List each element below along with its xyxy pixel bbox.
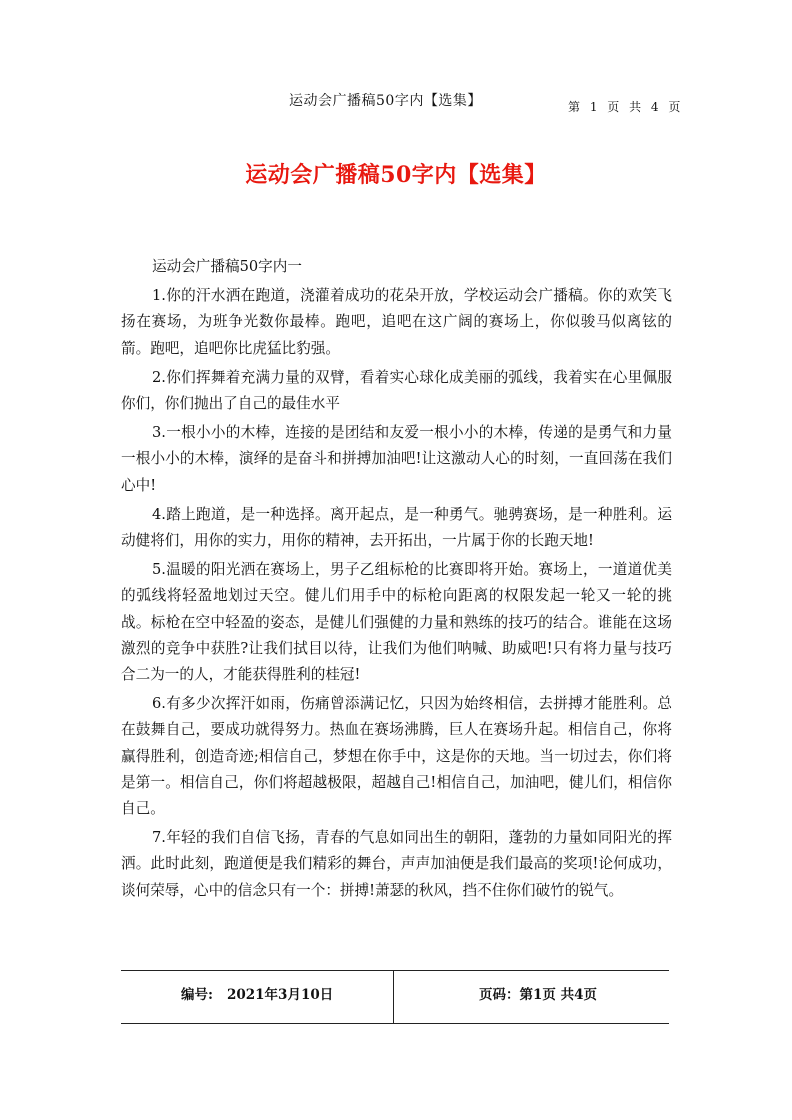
paragraph-3: 3.一根小小的木棒，连接的是团结和友爱一根小小的木棒，传递的是勇气和力量一根小小的木棒，演绎的是奋斗和拼搏加油吧!让这激动人心的时刻，一直回荡在我们心中!: [121, 424, 672, 494]
paragraph-7: 7.年轻的我们自信飞扬，青春的气息如同出生的朝阳，蓬勃的力量如同阳光的挥洒。此时此刻，跑道便是我们精彩的舞台，声声加油便是我们最高的奖项!论何成功，谈何荣辱，心中的信念只有一个：拼搏!萧瑟的秋风，挡不住你们破竹的锐气。: [121, 829, 672, 899]
footer-page-info: 页码：第1页 共4页: [479, 987, 597, 1003]
footer-number-label: 编号:: [181, 987, 213, 1003]
paragraph-6: 6.有多少次挥汗如雨，伤痛曾添满记忆，只因为始终相信，去拼搏才能胜利。总在鼓舞自己，要成功就得努力。热血在赛场沸腾，巨人在赛场升起。相信自己，你将赢得胜利，创造奇迹;相信自己，梦想在你手中，这是你的天地。当一切过去，你们将是第一。相信自己，你们将超越极限，超越自己!相信自己，加油吧，健儿们，相信你自己。: [121, 695, 672, 818]
paragraph-5: 5.温暖的阳光洒在赛场上，男子乙组标枪的比赛即将开始。赛场上，一道道优美的弧线将轻盈地划过天空。健儿们用手中的标枪向距离的权限发起一轮又一轮的挑战。标枪在空中轻盈的姿态，是健儿们强健的力量和熟练的技巧的结合。谁能在这场激烈的竞争中获胜?让我们拭目以待，让我们为他们呐喊、助威吧!只有将力量与技巧合二为一的人，才能获得胜利的桂冠!: [121, 561, 672, 684]
document-title: 运动会广播稿50字内【选集】: [245, 162, 547, 188]
header-page-counter: 第 1 页 共 4 页: [568, 100, 682, 114]
footer-number-cell: [181, 983, 333, 1003]
paragraph-1: 1.你的汗水洒在跑道，浇灌着成功的花朵开放，学校运动会广播稿。你的欢笑飞扬在赛场，为班争光数你最棒。跑吧，追吧在这广阔的赛场上，你似骏马似离铉的箭。跑吧，追吧你比虎猛比豹强。: [121, 287, 672, 357]
paragraph-4: 4.踏上跑道，是一种选择。离开起点，是一种勇气。驰骋赛场，是一种胜利。运动健将们，用你的实力，用你的精神，去开拓出，一片属于你的长跑天地!: [121, 505, 672, 550]
footer-date: 2021年3月10日: [226, 987, 334, 1003]
footer-bottom-rule: [121, 1023, 669, 1024]
document-body: [121, 254, 672, 907]
footer-column-divider: [393, 970, 394, 1023]
section-heading: 运动会广播稿50字内一: [152, 258, 302, 275]
running-header-title: 运动会广播稿50字内【选集】: [289, 93, 482, 109]
paragraph-2: 2.你们挥舞着充满力量的双臂，看着实心球化成美丽的弧线，我着实在心里佩服你们，你们抛出了自己的最佳水平: [121, 368, 672, 413]
footer-top-rule: [121, 970, 669, 971]
